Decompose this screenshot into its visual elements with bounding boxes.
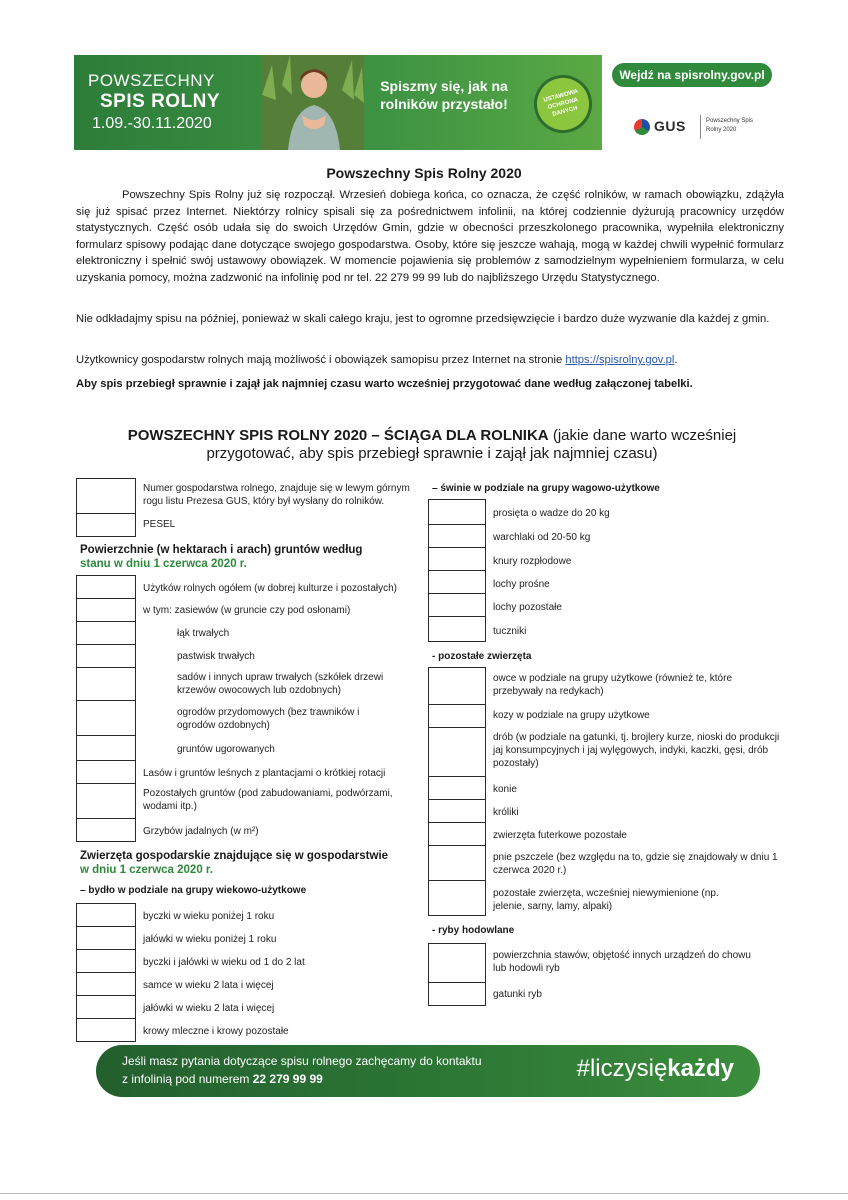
other-box-6[interactable] (428, 822, 486, 846)
helpline-footer (96, 1045, 760, 1097)
pigs-box-2[interactable] (428, 524, 486, 548)
farmer-illustration (262, 55, 364, 150)
land-item-7: gruntów ugorowanych (177, 744, 275, 755)
land-box-1[interactable] (76, 575, 136, 599)
cattle-box-6[interactable] (76, 1018, 136, 1042)
other-box-2[interactable] (428, 704, 486, 728)
other-item-3: drób (w podziale na gatunki, tj. brojlery kurze, nioski do produkcji jaj konsumpcyjnych i jaj wylęgowych, indyki, kaczki, gęsi, drób pozostały) (493, 732, 780, 769)
footer-phone: 22 279 99 99 (252, 1072, 323, 1086)
land-item-1: Użytków rolnych ogółem (w dobrej kulturze i pozostałych) (143, 583, 397, 594)
farm-number-box[interactable] (76, 478, 136, 514)
land-item-5: sadów i innych upraw trwałych (szkółek drzewi krzewów owocowych lub ozdobnych) (177, 672, 384, 696)
pesel-box[interactable] (76, 513, 136, 537)
other-item-4: konie (493, 784, 517, 795)
intro-paragraph-2: Nie odkładajmy spisu na później, ponieważ w skali całego kraju, jest to ogromne przedsięwzięcie i bardzo duże wyzwanie dla każdej z gmin. (76, 313, 770, 325)
gus-wordmark: GUS (654, 118, 686, 134)
intro-paragraph-3 (76, 352, 784, 369)
cattle-box-1[interactable] (76, 903, 136, 927)
document-title: Powszechny Spis Rolny 2020 (326, 165, 522, 181)
hashtag-bold: każdy (667, 1055, 734, 1082)
gus-divider (700, 115, 701, 139)
land-heading-line1: Powierzchnie (w hektarach i arach) gruntów według (80, 544, 363, 556)
land-box-4[interactable] (76, 644, 136, 668)
land-section-heading (80, 543, 420, 571)
data-protection-seal (527, 68, 598, 139)
gus-logo-block (634, 115, 774, 141)
cattle-heading: – bydło w podziale na grupy wiekowo-użytkowe (80, 885, 307, 896)
farm-number-label: Numer gospodarstwa rolnego, znajduje się w lewym górnym rogu listu Prezesa GUS, który był wysłany do rolników. (143, 483, 410, 507)
intro-paragraph-3-text: Użytkownicy gospodarstw rolnych mają możliwość i obowiązek samopisu przez Internet na stronie (76, 354, 566, 366)
land-item-2: w tym: zasiewów (w gruncie czy pod osłonami) (143, 605, 351, 616)
pigs-item-4: lochy prośne (493, 579, 550, 590)
footer-line1: Jeśli masz pytania dotyczące spisu rolnego zachęcamy do kontaktu (122, 1054, 482, 1068)
cheat-sheet-title-bold: POWSZECHNY SPIS ROLNY 2020 – ŚCIĄGA DLA ROLNIKA (127, 427, 549, 444)
cheat-sheet-title-rest: (jakie dane warto wcześniej przygotować, aby spis przebiegł sprawnie i zajął jak najmniej czasu) (206, 427, 737, 462)
banner-dates: 1.09.-30.11.2020 (92, 115, 212, 132)
pigs-box-5[interactable] (428, 593, 486, 617)
intro-paragraph-1: Powszechny Spis Rolny już się rozpoczął. Wrzesień dobiega końca, co oznacza, że część rolników, w ramach obowiązku, zdążyła się już spisać przez Internet. Niektórzy rolnicy spisali się za pośrednictwem infolinii, na której codziennie dyżurują pracownicy urzędów statystycznych. Część osób udała się do swoich Urzędów Gmin, gdzie w obecności przeszkolonego pracownika, wypełniła elektroniczny formularz spisowy podając dane dotyczące swojego gospodarstwa. Osoby, które się jeszcze wahają, mogą w każdej chwili wypełnić formularz elektroniczny i spełnić swój ustawowy obowiązek. W momencie pojawienia się problemów z samodzielnym wypełnieniem formularza, w celu uzyskania pomocy, można zadzwonić na infolinię pod nr tel. 22 279 99 99 lub do najbliższego Urzędu Statystycznego. (76, 189, 784, 284)
fish-item-1: powierzchnia stawów, objętość innych urządzeń do chowu lub hodowli ryb (493, 950, 751, 974)
cattle-box-5[interactable] (76, 995, 136, 1019)
other-box-1[interactable] (428, 667, 486, 705)
fish-box-1[interactable] (428, 943, 486, 983)
land-item-6: ogrodów przydomowych (bez trawników i ogrodów ozdobnych) (177, 707, 360, 731)
pigs-item-5: lochy pozostałe (493, 602, 562, 613)
farmer-photo (262, 55, 364, 150)
cattle-box-4[interactable] (76, 972, 136, 996)
land-box-5[interactable] (76, 667, 136, 701)
other-animals-heading: - pozostałe zwierzęta (432, 651, 532, 662)
land-box-6[interactable] (76, 700, 136, 736)
land-box-2[interactable] (76, 598, 136, 622)
pigs-box-4[interactable] (428, 570, 486, 594)
intro-paragraph-4: Aby spis przebiegł sprawnie i zajął jak najmniej czasu warto wcześniej przygotować dane według załączonej tabelki. (76, 378, 693, 390)
cattle-item-6: krowy mleczne i krowy pozostałe (143, 1026, 289, 1037)
land-box-9[interactable] (76, 783, 136, 819)
banner-line1: POWSZECHNY (88, 71, 215, 90)
fish-heading: - ryby hodowlane (432, 925, 515, 936)
pesel-label: PESEL (143, 519, 176, 530)
gus-subtitle: Powszechny Spis Rolny 2020 (706, 118, 754, 133)
banner-slogan: Spiszmy się, jak na rolników przystało! (380, 78, 508, 112)
banner-green-panel (74, 55, 602, 150)
cattle-item-3: byczki i jałówki w wieku od 1 do 2 lat (143, 957, 305, 968)
land-box-3[interactable] (76, 621, 136, 645)
other-item-2: kozy w podziale na grupy użytkowe (493, 710, 650, 721)
other-item-5: króliki (493, 807, 519, 818)
pigs-box-3[interactable] (428, 547, 486, 571)
website-link[interactable]: Wejdź na spisrolny.gov.pl (612, 63, 772, 87)
cattle-box-2[interactable] (76, 926, 136, 950)
other-item-8: pozostałe zwierzęta, wcześniej niewymienione (np. jelenie, sarny, lamy, alpaki) (493, 888, 719, 912)
other-box-7[interactable] (428, 845, 486, 881)
cattle-item-2: jałówki w wieku poniżej 1 roku (143, 934, 277, 945)
cattle-item-4: samce w wieku 2 lata i więcej (143, 980, 274, 991)
land-box-8[interactable] (76, 760, 136, 784)
other-item-1: owce w podziale na grupy użytkowe (również te, które przebywały na redykach) (493, 673, 733, 697)
pigs-box-6[interactable] (428, 616, 486, 642)
pigs-heading: – świnie w podziale na grupy wagowo-użytkowe (432, 483, 660, 494)
footer-line2-pre: z infolinią pod numerem (122, 1072, 253, 1086)
land-item-4: pastwisk trwałych (177, 651, 255, 662)
pigs-item-6: tuczniki (493, 626, 527, 637)
land-box-10[interactable] (76, 818, 136, 842)
fish-box-2[interactable] (428, 982, 486, 1006)
other-item-6: zwierzęta futerkowe pozostałe (493, 830, 627, 841)
other-box-5[interactable] (428, 799, 486, 823)
land-box-7[interactable] (76, 735, 136, 761)
cattle-item-1: byczki w wieku poniżej 1 roku (143, 911, 275, 922)
other-box-4[interactable] (428, 776, 486, 800)
footer-hashtag (577, 1055, 734, 1083)
animals-heading-line1: Zwierzęta gospodarskie znajdujące się w gospodarstwie (80, 850, 389, 862)
animals-heading-line2: w dniu 1 czerwca 2020 r. (80, 864, 213, 876)
cheat-sheet-title (92, 427, 772, 463)
other-box-3[interactable] (428, 727, 486, 777)
page-bottom-edge (0, 1193, 848, 1194)
pigs-item-1: prosięta o wadze do 20 kg (493, 508, 610, 519)
land-item-8: Lasów i gruntów leśnych z plantacjami o krótkiej rotacji (143, 768, 386, 779)
footer-text (122, 1052, 482, 1088)
other-box-8[interactable] (428, 880, 486, 916)
land-item-10: Grzybów jadalnych (w m²) (143, 826, 259, 837)
animals-section-heading (80, 849, 420, 877)
fish-item-2: gatunki ryb (493, 989, 542, 1000)
other-item-7: pnie pszczele (bez względu na to, gdzie się znajdowały w dniu 1 czerwca 2020 r.) (493, 852, 778, 876)
intro-paragraph-3-end: . (674, 354, 678, 366)
land-item-9: Pozostałych gruntów (pod zabudowaniami, podwórzami, wodami itp.) (143, 788, 393, 812)
cattle-item-5: jałówki w wieku 2 lata i więcej (143, 1003, 275, 1014)
land-item-3: łąk trwałych (177, 628, 230, 639)
pigs-item-2: warchlaki od 20-50 kg (493, 532, 591, 543)
pigs-box-1[interactable] (428, 499, 486, 525)
land-heading-line2: stanu w dniu 1 czerwca 2020 r. (80, 558, 247, 570)
campaign-banner (74, 55, 779, 150)
seal-text: USTAWOWA OCHRONA DANYCH (542, 88, 579, 118)
hashtag-pre: #liczysię (576, 1055, 668, 1082)
gus-logo-icon (634, 119, 650, 135)
pigs-item-3: knury rozpłodowe (493, 556, 572, 567)
banner-line2: SPIS ROLNY (100, 91, 221, 112)
spisrolny-link[interactable]: https://spisrolny.gov.pl (565, 354, 675, 366)
cattle-box-3[interactable] (76, 949, 136, 973)
